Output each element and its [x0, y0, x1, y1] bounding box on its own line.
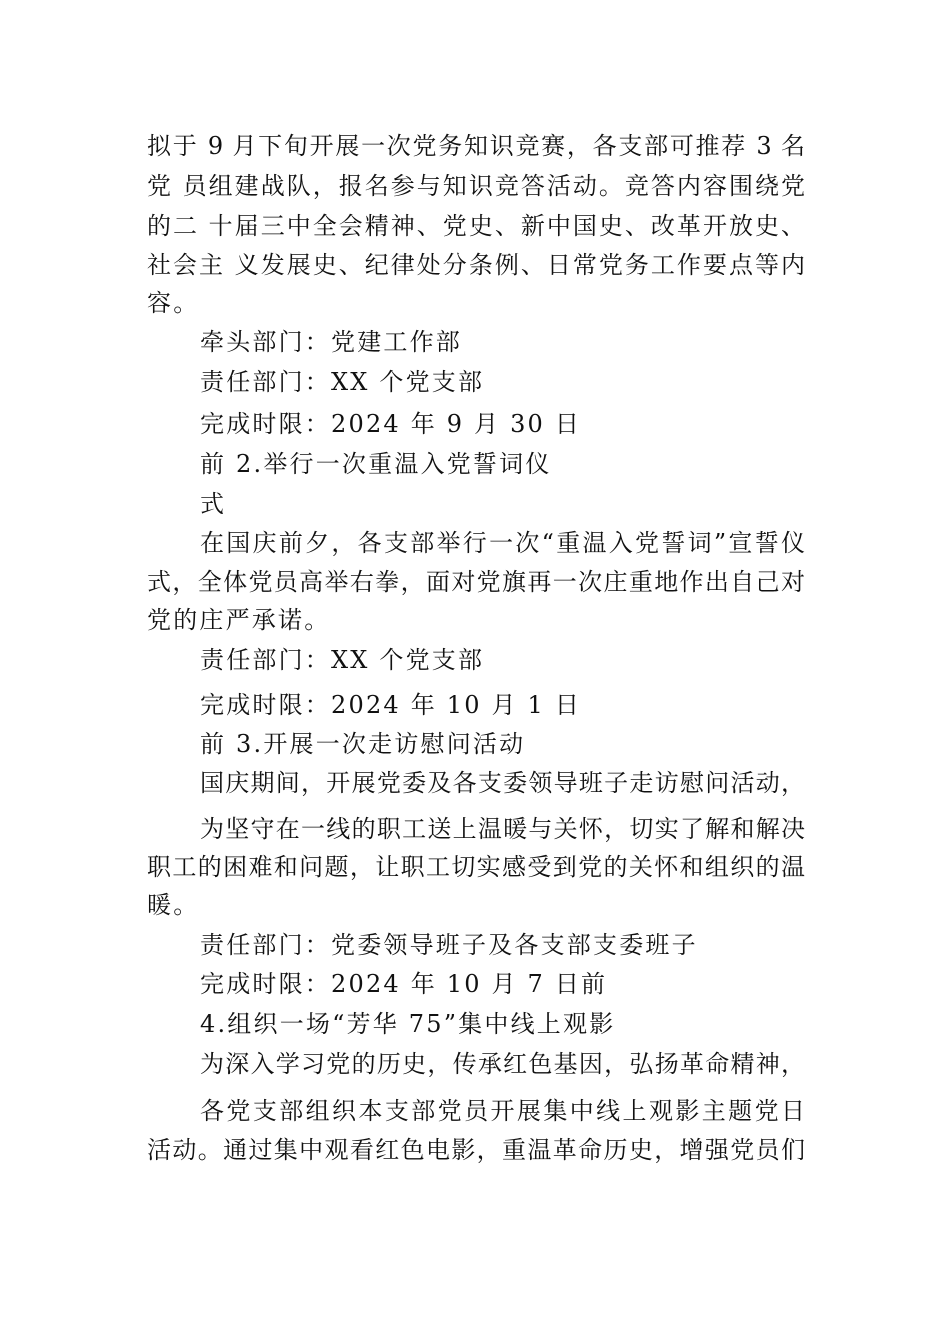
- section-heading: 前 2.举行一次重温入党誓词仪: [200, 450, 552, 478]
- section-heading: 前 3.开展一次走访慰问活动: [200, 730, 526, 758]
- body-line: 式，全体党员高举右拳，面对党旗再一次庄重地作出自己对: [147, 568, 805, 596]
- body-line: 暖。: [147, 891, 200, 919]
- section-heading-continued: 式: [200, 490, 227, 518]
- body-line: 党的庄严承诺。: [147, 606, 331, 634]
- body-line: 为坚守在一线的职工送上温暖与关怀，切实了解和解决: [200, 815, 805, 843]
- deadline-line: 完成时限：2024 年 10 月 1 日: [200, 691, 582, 719]
- body-line: 在国庆前夕，各支部举行一次“重温入党誓词”宣誓仪: [200, 529, 805, 557]
- body-line: 国庆期间，开展党委及各支委领导班子走访慰问活动，: [200, 769, 805, 797]
- body-line: 各党支部组织本支部党员开展集中线上观影主题党日: [200, 1097, 805, 1125]
- body-line: 社会主 义发展史、纪律处分条例、日常党务工作要点等内: [147, 251, 805, 279]
- section-heading: 4.组织一场“芳华 75”集中线上观影: [200, 1010, 616, 1038]
- body-line: 党 员组建战队，报名参与知识竞答活动。竞答内容围绕党: [147, 172, 805, 200]
- lead-department-line: 牵头部门：党建工作部: [200, 328, 462, 356]
- body-line: 活动。通过集中观看红色电影，重温革命历史，增强党员们: [147, 1136, 805, 1164]
- body-line: 拟于 9 月下旬开展一次党务知识竞赛，各支部可推荐 3 名: [147, 132, 805, 160]
- deadline-line: 完成时限：2024 年 10 月 7 日前: [200, 970, 608, 998]
- responsible-department-line: 责任部门：XX 个党支部: [200, 646, 485, 674]
- responsible-department-line: 责任部门：党委领导班子及各支部支委班子: [200, 931, 698, 959]
- responsible-department-line: 责任部门：XX 个党支部: [200, 368, 485, 396]
- body-line: 的二 十届三中全会精神、党史、新中国史、改革开放史、: [147, 212, 805, 240]
- body-line: 职工的困难和问题，让职工切实感受到党的关怀和组织的温: [147, 853, 805, 881]
- deadline-line: 完成时限：2024 年 9 月 30 日: [200, 410, 582, 438]
- body-line: 为深入学习党的历史，传承红色基因，弘扬革命精神，: [200, 1050, 805, 1078]
- body-line: 容。: [147, 289, 200, 317]
